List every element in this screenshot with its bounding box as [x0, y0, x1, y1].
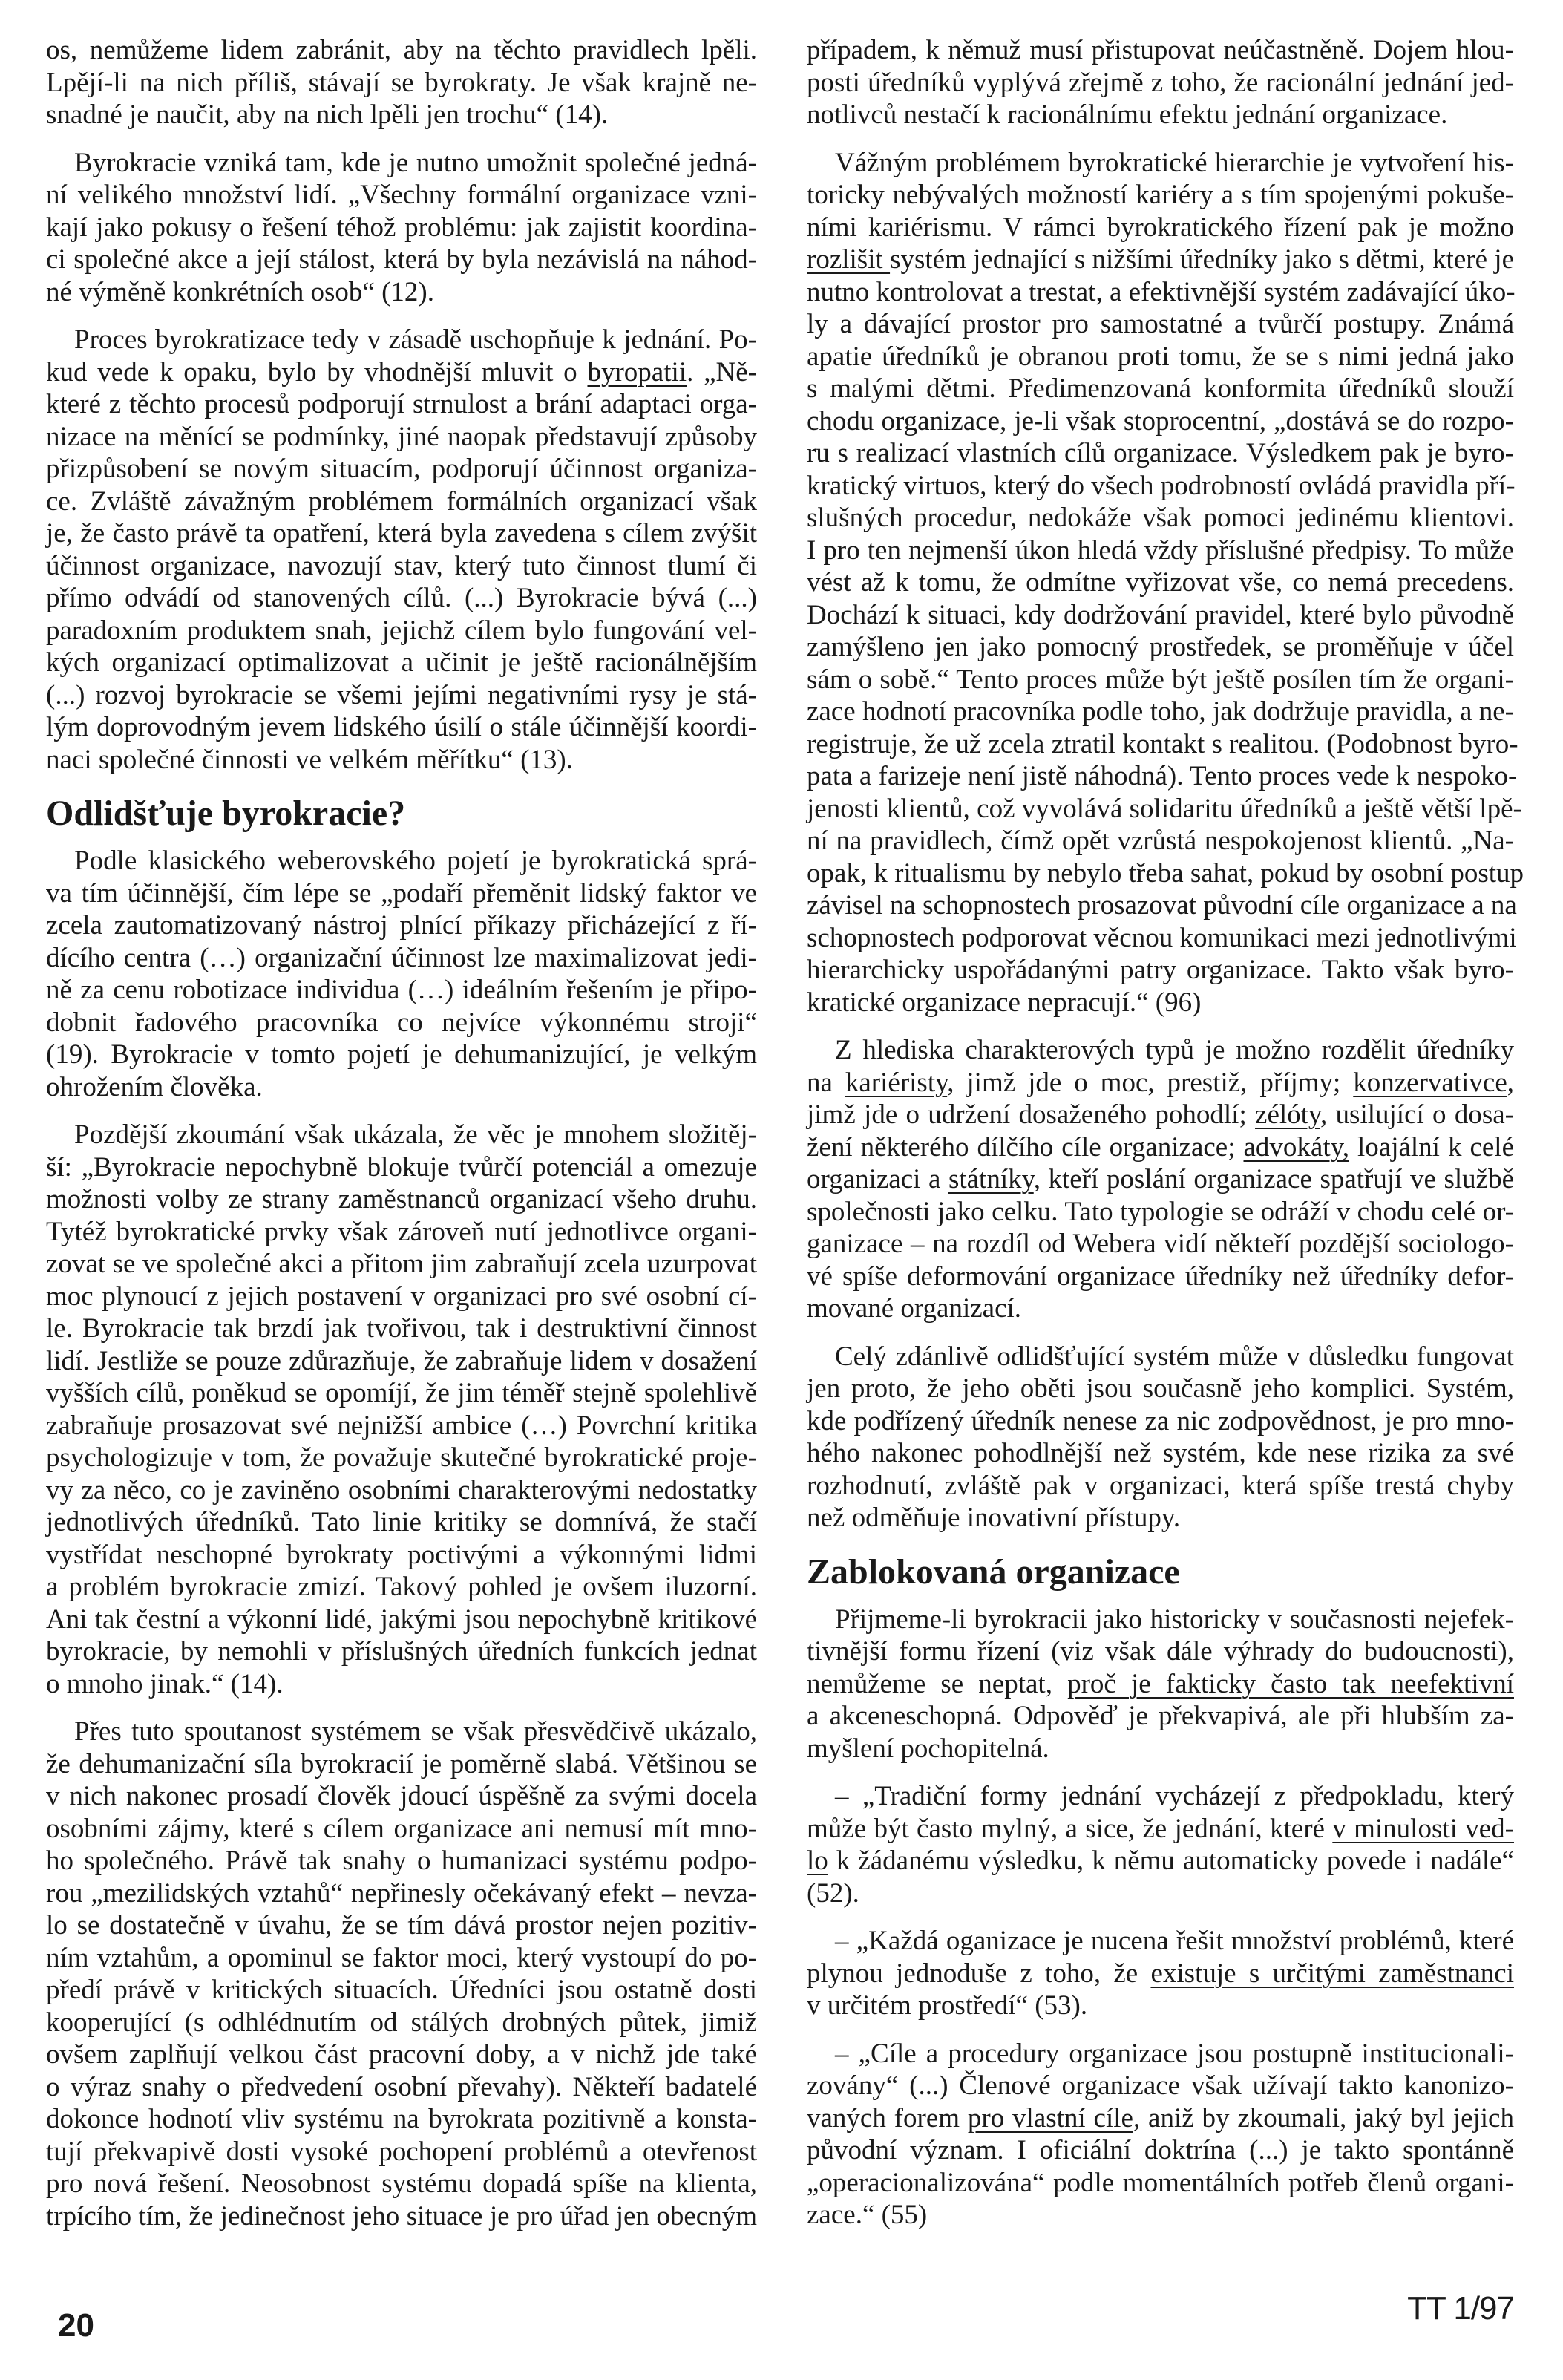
- text-line: ním vztahům, a opominul se faktor moci, který vystoupí do po-: [46, 1942, 757, 1973]
- text-line: účinnost organizace, navozují stav, který tuto činnost tlumí či: [46, 550, 757, 581]
- text-run: , kteří poslání organizace spatřují ve službě: [1033, 1164, 1514, 1194]
- paragraph: [46, 845, 757, 1103]
- text-line: ganizace – na rozdíl od Webera vidí někteří pozdější sociologo-: [807, 1229, 1514, 1259]
- underlined-phrase: pro vlastní cíle: [967, 2102, 1133, 2134]
- text-line: ci společné akce a její stálost, která by byla nezávislá na náhod-: [46, 244, 757, 275]
- text-line: dícího centra (…) organizační účinnost lze maximalizovat jedi-: [46, 942, 757, 973]
- text-line: vé spíše deformování organizace úředníky než úředníky defor-: [807, 1261, 1514, 1292]
- text-run: , jimž jde o moc, prestiž, příjmy;: [947, 1067, 1354, 1098]
- text-line: tivnější formu řízení (viz však dále výhrady do budoucnosti),: [807, 1636, 1514, 1667]
- text-line: kratický virtuos, který do všech podrobností ovládá pravidla pří-: [807, 470, 1516, 501]
- text-line: né výměně konkrétních osob“ (12).: [46, 276, 434, 307]
- text-line: pro nová řešení. Neosobnost systému dopadá spíše na klienta,: [46, 2168, 757, 2199]
- underlined-term: rozlišit: [807, 244, 891, 275]
- text-line: ními kariérismu. V rámci byrokratického řízení pak je možno: [807, 212, 1514, 243]
- text-line: trpícího tím, že jedinečnost jeho situace je pro úřad jen obecným: [46, 2200, 757, 2232]
- text-line: rou „mezilidských vztahů“ nepřinesly očekávaný efekt – nevza-: [46, 1877, 757, 1909]
- text-line: mované organizací.: [807, 1293, 1022, 1324]
- text-line: [807, 1131, 1514, 1164]
- text-line: hierarchicky uspořádanými patry organizace. Takto však byro-: [807, 955, 1514, 985]
- text-line: le. Byrokracie tak brzdí jak tvořivou, tak i destruktivní činnost: [46, 1313, 757, 1344]
- paragraph: [46, 1119, 757, 1700]
- text-line: kratické organizace nepracují.“ (96): [807, 987, 1202, 1018]
- text-line: [807, 1958, 1514, 1990]
- underlined-term: státníky: [948, 1164, 1034, 1194]
- text-line: lo se dostatečně v úvahu, že se tím dává prostor nejen pozitiv-: [46, 1910, 757, 1941]
- text-line: [807, 1163, 1514, 1196]
- text-line: ší: „Byrokracie nepochybně blokuje tvůrčí potenciál a omezuje: [46, 1151, 757, 1183]
- text-line: Ani tak čestní a výkonní lidé, jakými jsou nepochybně kritikové: [46, 1603, 757, 1635]
- text-line: jen proto, že jeho oběti jsou současně jeho komplici. Systém,: [807, 1373, 1514, 1404]
- text-line: toricky nebývalých možností kariéry a s tím spojenými pokuše-: [807, 180, 1514, 210]
- text-line: nutno kontrolovat a trestat, a efektivnější systém zadávající úko-: [807, 276, 1516, 307]
- text-line: původní význam. I oficiální doktrína (...) je takto spontánně: [807, 2135, 1514, 2165]
- text-run: vaných forem: [807, 2102, 968, 2134]
- text-line: moc plynoucí z jejich postavení v organizaci pro své osobní cí-: [46, 1281, 757, 1312]
- underlined-term: zélóty: [1255, 1099, 1321, 1130]
- text-line: zcela zautomatizovaný nástroj plnící příkazy přicházející z ří-: [46, 910, 757, 941]
- text-run: loajální k celé: [1349, 1131, 1515, 1163]
- text-line: [807, 1099, 1514, 1131]
- paragraph: [807, 147, 1524, 1019]
- text-line: – „Cíle a procedury organizace jsou postupně institucionali-: [835, 2038, 1514, 2069]
- text-line: dokonce hodnotí vliv systému na byrokrata pozitivně a konsta-: [46, 2104, 757, 2134]
- text-line: a problém byrokracie zmizí. Takový pohled je ovšem iluzorní.: [46, 1572, 757, 1602]
- text-line: které z těchto procesů podporují strnulost a brání adaptaci orga-: [46, 389, 757, 419]
- list-item-quote: [807, 2038, 1514, 2232]
- text-line: Tytéž byrokratické prvky však zároveň nutí jednotlivce organi-: [46, 1216, 757, 1247]
- text-line: snadné je naučit, aby na nich lpěli jen trochu“ (14).: [46, 99, 609, 130]
- text-line: předí právě v kritických situacích. Úředníci jsou ostatně dosti: [46, 1975, 757, 2005]
- paragraph: [46, 147, 757, 309]
- text-line: [807, 243, 1514, 276]
- text-line: [46, 356, 757, 389]
- text-line: posti úředníků vyplývá zřejmě z toho, že racionální jednání jed-: [807, 67, 1514, 98]
- text-line: schopnostech podporovat věcnou komunikaci mezi jednotlivými: [807, 922, 1517, 953]
- text-line: v nich nakonec prosadí člověk jdoucí úspěšně za svými docela: [46, 1781, 757, 1811]
- paragraph: [46, 1716, 757, 2232]
- text-line: [807, 2102, 1514, 2135]
- text-line: va tím účinnější, čím lépe se „podaří přeměnit lidský faktor ve: [46, 877, 757, 909]
- paragraph: [807, 1603, 1514, 1765]
- text-line: Lpějí-li na nich příliš, stávají se byrokraty. Je však krajně ne-: [46, 67, 757, 98]
- text-line: než odměňuje inovativní přístupy.: [807, 1503, 1181, 1533]
- left-column: [46, 34, 757, 2248]
- text-line: Vážným problémem byrokratické hierarchie je vytvoření his-: [835, 147, 1514, 178]
- text-line: [807, 1813, 1514, 1846]
- text-run: systém jednající s nižšími úředníky jako s dětmi, které je: [890, 244, 1514, 275]
- text-line: Z hlediska charakterových typů je možno rozdělit úředníky: [835, 1035, 1514, 1065]
- text-run: nemůžeme se neptat,: [807, 1668, 1068, 1699]
- text-line: (19). Byrokracie v tomto pojetí je dehumanizující, je velkým: [46, 1039, 757, 1070]
- text-run: k žádanému výsledku, k němu automaticky povede i nadále“: [828, 1846, 1514, 1876]
- text-line: o mnoho jinak.“ (14).: [46, 1668, 284, 1699]
- text-run: kud vede k opaku, bylo by vhodnější mluvit o: [46, 356, 588, 388]
- text-line: a akceneschopná. Odpověď je překvapivá, ale při hlubším za-: [807, 1701, 1514, 1731]
- text-line: kají jako pokusy o řešení téhož problému: jak zajistit koordina-: [46, 212, 757, 243]
- text-line: závisel na schopnostech prosazovat původní cíle organizace a na: [807, 890, 1517, 921]
- right-column: [807, 34, 1524, 2247]
- text-line: Pozdější zkoumání však ukázala, že věc je mnohem složitěj-: [74, 1119, 757, 1150]
- text-line: chodu organizace, je-li však stoprocentní, „dostává se do rozpo-: [807, 405, 1514, 437]
- text-line: lým doprovodným jevem lidského úsilí o stále účinnější koordi-: [46, 712, 757, 742]
- text-line: zovány“ (...) Členové organizace však užívají takto kanonizo-: [807, 2070, 1514, 2101]
- underlined-phrase: v minulosti ved-: [1332, 1813, 1514, 1844]
- text-line: Dochází k situaci, kdy dodržování pravidel, které bylo původně: [807, 599, 1514, 630]
- text-line: paradoxním produktem snah, jejichž cílem bylo fungování vel-: [46, 615, 757, 646]
- text-line: hého nakonec pohodlnější než systém, kde nese rizika za své: [807, 1438, 1514, 1468]
- text-line: ovšem zaplňují velkou část pracovní doby, a v nichž jde také: [46, 2039, 757, 2070]
- text-line: ly a dávající prostor pro samostatné a tvůrčí postupy. Známá: [807, 309, 1514, 339]
- text-line: osobními zájmy, které s cílem organizace ani nemusí mít mno-: [46, 1813, 757, 1844]
- text-line: vyšších cílů, poněkud se opomíjí, že jim téměř stejně spolehlivě: [46, 1378, 757, 1408]
- paragraph: [46, 324, 757, 776]
- text-line: apatie úředníků je obranou proti tomu, že se s nimi jedná jako: [807, 341, 1514, 372]
- text-line: Přijmeme-li byrokracii jako historicky v současnosti nejefek-: [835, 1603, 1514, 1635]
- text-line: nizace na měnící se podmínky, jiné naopak představují způsoby: [46, 421, 757, 452]
- text-line: rozhodnutí, zvláště pak v organizaci, která spíše trestá chyby: [807, 1470, 1514, 1501]
- paragraph: [807, 1034, 1514, 1325]
- text-line: registruje, že už zcela ztratil kontakt s realitou. (Podobnost byro-: [807, 728, 1518, 759]
- text-line: kých organizací optimalizovat a učinit je ještě racionálnějším: [46, 647, 757, 678]
- underlined-phrase: lo: [807, 1846, 828, 1876]
- text-line: opak, k ritualismu by nebylo třeba sahat, pokud by osobní postup: [807, 857, 1524, 889]
- text-line: zace hodnotí pracovníka podle toho, jak dodržuje pravidla, a ne-: [807, 696, 1514, 727]
- text-line: [807, 1845, 1514, 1877]
- text-line: zamýšleno jen jako pomocný prostředek, se proměňuje v účel: [807, 632, 1514, 662]
- text-line: I pro ten nejmenší úkon hledá vždy příslušné předpisy. To může: [807, 534, 1514, 566]
- text-line: naci společné činnosti ve velkém měřítku“ (13).: [46, 744, 573, 775]
- text-line: Přes tuto spoutanost systémem se však přesvědčivě ukázalo,: [74, 1716, 757, 1747]
- text-run: plynou jednoduše z toho, že: [807, 1958, 1151, 1989]
- text-line: ru s realizací vlastních cílů organizace. Výsledkem pak je byro-: [807, 438, 1514, 468]
- text-line: možnosti volby ze strany zaměstnanců organizací všeho druhu.: [46, 1184, 757, 1214]
- text-line: zabraňuje prosazovat své nejnižší ambice (…) Povrchní kritika: [46, 1410, 757, 1441]
- text-line: slušných procedur, nedokáže však pomoci jedinému klientovi.: [807, 503, 1514, 533]
- text-line: ně za cenu robotizace individua (…) ideálním řešením je připo-: [46, 975, 757, 1005]
- text-line: zovat se ve společné akci a přitom jim zabraňují zcela uzurpovat: [46, 1249, 757, 1279]
- text-line: vést až k tomu, že odmítne vyřizovat vše, co nemá precedens.: [807, 567, 1514, 598]
- text-line: přizpůsobení se novým situacím, podporují účinnost organiza-: [46, 454, 757, 484]
- text-line: kooperující (s odhlédnutím od stálých drobných půtek, jimiž: [46, 2007, 757, 2038]
- text-line: byrokracie, by nemohli v příslušných úředních funkcích jednat: [46, 1636, 757, 1667]
- page-number: 20: [58, 2307, 94, 2344]
- underlined-term: advokáty,: [1243, 1131, 1349, 1163]
- text-line: Byrokracie vzniká tam, kde je nutno umožnit společné jedná-: [74, 147, 757, 178]
- section-heading: Zablokovaná organizace: [807, 1552, 1180, 1592]
- paragraph: [807, 1341, 1514, 1534]
- text-run: , usilující o dosa-: [1320, 1099, 1514, 1130]
- text-run: může být často mylný, a sice, že jednání, které: [807, 1813, 1333, 1844]
- text-line: je, že často právě ta opatření, která byla zavedena s cílem zvýšit: [46, 518, 757, 549]
- text-line: lidí. Jestliže se pouze zdůrazňuje, že zabraňuje lidem v dosažení: [46, 1345, 757, 1376]
- text-line: vy za něco, co je zaviněno osobními charakterovými nedostatky: [46, 1474, 757, 1506]
- text-line: o výraz snahy o předvedení osobní převahy). Někteří badatelé: [46, 2071, 757, 2102]
- text-run: jimž jde o udržení dosaženého pohodlí;: [807, 1099, 1256, 1130]
- text-line: (52).: [807, 1877, 859, 1909]
- text-line: ní na pravidlech, čímž opět vzrůstá nespokojenost klientů. „Na-: [807, 826, 1514, 856]
- text-line: pata a farizeje není jistě náhodná). Tento proces vede k nespoko-: [807, 761, 1518, 791]
- section-heading: Odlidšťuje byrokracie?: [46, 794, 406, 833]
- underlined-term: byropatii: [587, 356, 687, 388]
- text-line: notlivců nestačí k racionálnímu efektu jednání organizace.: [807, 99, 1448, 130]
- text-line: ní velikého množství lidí. „Všechny formální organizace vzni-: [46, 180, 757, 210]
- underlined-term: kariéristy: [845, 1067, 948, 1098]
- text-line: psychologizuje v tom, že považuje skutečné byrokratické proje-: [46, 1442, 757, 1473]
- underlined-term: konzervativce: [1353, 1067, 1507, 1098]
- text-line: vystřídat neschopné byrokraty poctivými a výkonnými lidmi: [46, 1539, 757, 1570]
- text-line: s malými dětmi. Předimenzovaná konformita úředníků slouží: [807, 373, 1514, 404]
- text-line: – „Každá oganizace je nucena řešit množství problémů, které: [835, 1926, 1514, 1956]
- text-line: ce. Zvláště závažným problémem formálních organizací však: [46, 486, 757, 517]
- text-line: ohrožením člověka.: [46, 1071, 263, 1102]
- text-line: Celý zdánlivě odlidšťující systém může v důsledku fungovat: [835, 1341, 1514, 1372]
- text-line: jenosti klientů, což vyvolává solidaritu úředníků a ještě větší lpě-: [807, 793, 1522, 824]
- underlined-phrase: proč je fakticky často tak neefektivní: [1067, 1668, 1514, 1699]
- text-line: kde podřízený úředník nenese za nic zodpovědnost, je pro mno-: [807, 1405, 1514, 1436]
- text-line: že dehumanizační síla byrokracií je poměrně slabá. Většinou se: [46, 1748, 757, 1779]
- text-run: . „Ně-: [687, 356, 757, 388]
- text-line: zace.“ (55): [807, 2200, 928, 2230]
- text-line: os, nemůžeme lidem zabránit, aby na těchto pravidlech lpěli.: [46, 35, 757, 65]
- issue-label: TT 1/97: [1407, 2290, 1514, 2327]
- text-line: (...) rozvoj byrokracie se všemi jejími negativními rysy je stá-: [46, 679, 757, 710]
- text-line: společnosti jako celku. Tato typologie se odráží v chodu celé or-: [807, 1196, 1514, 1227]
- text-line: dobnit řadového pracovníka co nejvíce výkonnému stroji“: [46, 1007, 757, 1038]
- text-run: , aniž by zkoumali, jaký byl jejich: [1133, 2102, 1514, 2134]
- text-run: žení některého dílčího cíle organizace;: [807, 1131, 1244, 1163]
- text-line: jednotlivých úředníků. Tato linie kritiky se domnívá, že stačí: [46, 1507, 757, 1537]
- text-line: případem, k němuž musí přistupovat neúčastněně. Dojem hlou-: [807, 35, 1514, 65]
- text-line: – „Tradiční formy jednání vycházejí z předpokladu, který: [835, 1781, 1514, 1811]
- paragraph: [807, 34, 1514, 131]
- list-item-quote: [807, 1925, 1514, 2022]
- text-line: tují překvapivě dosti vysoké pochopení problémů a otevřenost: [46, 2136, 757, 2167]
- text-line: „operacionalizována“ podle momentálních potřeb členů organi-: [807, 2167, 1514, 2198]
- text-line: Podle klasického weberovského pojetí je byrokratická sprá-: [74, 846, 757, 876]
- text-line: Proces byrokratizace tedy v zásadě uschopňuje k jednání. Po-: [74, 324, 757, 355]
- text-line: [807, 1067, 1514, 1099]
- list-item-quote: [807, 1780, 1514, 1909]
- text-line: ho společného. Právě tak snahy o humanizaci systému podpo-: [46, 1846, 757, 1876]
- text-line: přímo odvádí od stanovených cílů. (...) Byrokracie bývá (...): [46, 583, 757, 613]
- paragraph: [46, 34, 757, 131]
- text-run: ,: [1507, 1067, 1514, 1098]
- text-line: [807, 1668, 1514, 1701]
- text-line: myšlení pochopitelná.: [807, 1733, 1049, 1764]
- text-line: v určitém prostředí“ (53).: [807, 1990, 1088, 2021]
- text-line: sám o sobě.“ Tento proces může být ještě posílen tím že organi-: [807, 664, 1514, 695]
- text-run: organizaci a: [807, 1164, 948, 1194]
- text-run: na: [807, 1067, 845, 1098]
- underlined-phrase: existuje s určitými zaměstnanci: [1150, 1958, 1514, 1989]
